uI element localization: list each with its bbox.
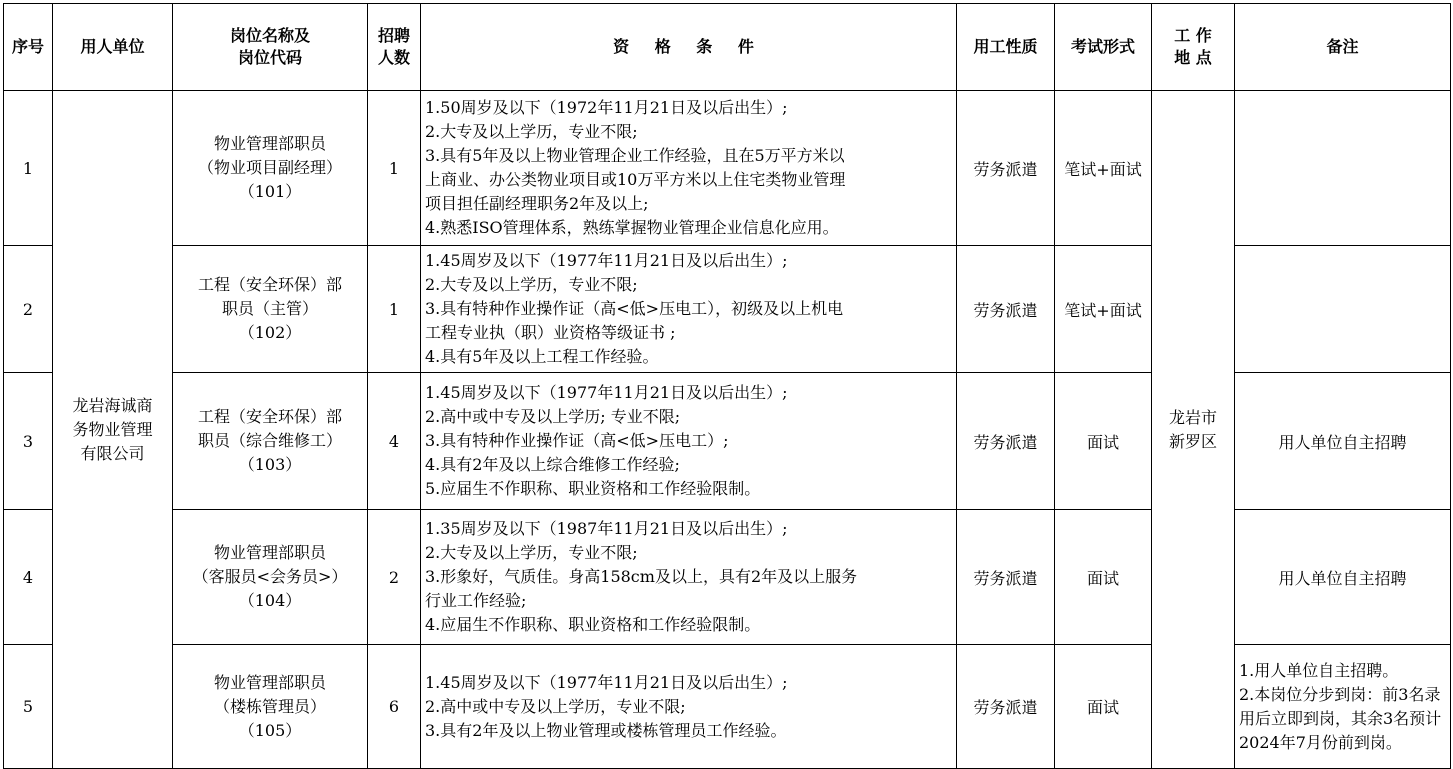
exam-cell: 面试 [1055,510,1152,645]
qualifications-cell: 1.45周岁及以下（1977年11月21日及以后出生）; 2.高中或中专及以上学历，专业不限; 3.具有2年及以上物业管理或楼栋管理员工作经验。 [421,645,957,769]
employment-type-cell: 劳务派遣 [957,91,1055,246]
position-cell: 工程（安全环保）部 职员（主管） （102） [173,246,368,373]
seq-cell: 3 [4,373,53,510]
seq-cell: 5 [4,645,53,769]
header-location: 工 作 地 点 [1152,4,1235,91]
qualifications-cell: 1.50周岁及以下（1972年11月21日及以后出生）; 2.大专及以上学历，专业不限; 3.具有5年及以上物业管理企业工作经验，且在5万平方米以 上商业、办公类物业项目或10万平方米以上住宅类物业管理 项目担任副经理职务2年及以上; 4.熟悉ISO管理体系，熟练掌握物业管理企业信息化应用。 [421,91,957,246]
exam-cell: 笔试+面试 [1055,246,1152,373]
employment-type-cell: 劳务派遣 [957,645,1055,769]
notes-cell: 用人单位自主招聘 [1235,510,1451,645]
notes-cell: 用人单位自主招聘 [1235,373,1451,510]
notes-cell [1235,91,1451,246]
location-cell: 龙岩市 新罗区 [1152,91,1235,769]
qualifications-cell: 1.35周岁及以下（1987年11月21日及以后出生）; 2.大专及以上学历，专业不限; 3.形象好，气质佳。身高158cm及以上，具有2年及以上服务 行业工作经验; 4.应届生不作职称、职业资格和工作经验限制。 [421,510,957,645]
seq-cell: 4 [4,510,53,645]
exam-cell: 面试 [1055,645,1152,769]
header-employment-type: 用工性质 [957,4,1055,91]
header-seq: 序号 [4,4,53,91]
seq-cell: 1 [4,91,53,246]
employment-type-cell: 劳务派遣 [957,373,1055,510]
qualifications-cell: 1.45周岁及以下（1977年11月21日及以后出生）; 2.高中或中专及以上学历; 专业不限; 3.具有特种作业操作证（高<低>压电工）; 4.具有2年及以上综合维修工作经验; 5.应届生不作职称、职业资格和工作经验限制。 [421,373,957,510]
position-cell: 物业管理部职员 （楼栋管理员） （105） [173,645,368,769]
employment-type-cell: 劳务派遣 [957,510,1055,645]
header-count: 招聘 人数 [368,4,421,91]
notes-cell: 1.用人单位自主招聘。 2.本岗位分步到岗：前3名录用后立即到岗，其余3名预计2024年7月份前到岗。 [1235,645,1451,769]
exam-cell: 笔试+面试 [1055,91,1152,246]
position-cell: 物业管理部职员 （客服员<会务员>） （104） [173,510,368,645]
recruitment-table [3,3,1451,769]
header-exam: 考试形式 [1055,4,1152,91]
qualifications-cell: 1.45周岁及以下（1977年11月21日及以后出生）; 2.大专及以上学历，专业不限; 3.具有特种作业操作证（高<低>压电工），初级及以上机电 工程专业执（职）业资格等级证书 ; 4.具有5年及以上工程工作经验。 [421,246,957,373]
header-row [4,4,1451,91]
employment-type-cell: 劳务派遣 [957,246,1055,373]
header-position: 岗位名称及 岗位代码 [173,4,368,91]
count-cell: 1 [368,246,421,373]
table-row [4,91,1451,246]
count-cell: 6 [368,645,421,769]
count-cell: 2 [368,510,421,645]
header-employer: 用人单位 [53,4,173,91]
header-notes: 备注 [1235,4,1451,91]
employer-cell: 龙岩海诚商 务物业管理 有限公司 [53,91,173,769]
seq-cell: 2 [4,246,53,373]
position-cell: 物业管理部职员 （物业项目副经理） （101） [173,91,368,246]
exam-cell: 面试 [1055,373,1152,510]
notes-cell [1235,246,1451,373]
count-cell: 1 [368,91,421,246]
position-cell: 工程（安全环保）部 职员（综合维修工） （103） [173,373,368,510]
count-cell: 4 [368,373,421,510]
header-qualifications: 资 格 条 件 [421,4,957,91]
